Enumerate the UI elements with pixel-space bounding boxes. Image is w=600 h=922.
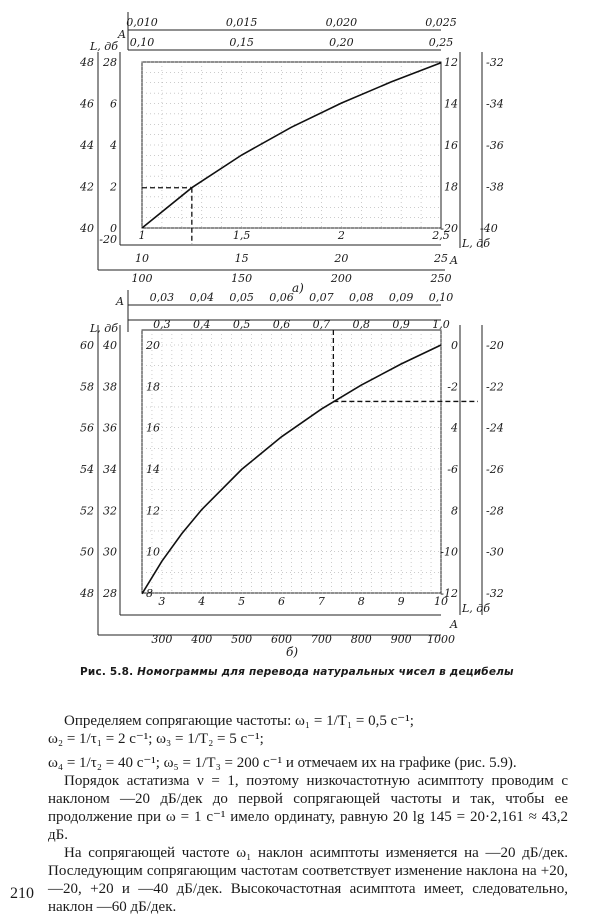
panel-b-inner-left-tick: 18 — [146, 380, 160, 394]
panel-a-label: а) — [292, 281, 304, 295]
panel-a-bottom-axis-2-tick: 150 — [231, 272, 253, 285]
panel-a-left-axis-1-tick: 46 — [80, 97, 94, 111]
panel-a-left-axis-2-bottom: -20 — [99, 233, 117, 246]
panel-b-top-axis-2-tick: 0,7 — [312, 318, 331, 331]
panel-b-right-axis-1-tick: 8 — [451, 504, 458, 518]
panel-a-bottom-axis-1-tick: 20 — [334, 252, 349, 265]
panel-b-left-axis-2-tick: 40 — [103, 339, 117, 352]
panel-a-right-axis-1-bottom: -20 — [440, 222, 458, 235]
panel-b-top-axis-2-tick: 0,4 — [193, 318, 211, 331]
panel-b-bottom-axis-tick: 400 — [191, 633, 213, 646]
panel-a-top-axis-2-tick: 0,15 — [229, 36, 254, 49]
body-text — [48, 712, 568, 916]
panel-a-top-axis-1-tick: 0,020 — [325, 16, 358, 29]
panel-b-right-axis-label: L, дб — [462, 602, 490, 615]
panel-b-right-axis-2-tick: -22 — [486, 380, 504, 394]
panel-b-left-axis-2-tick: 30 — [103, 545, 117, 559]
panel-a-right-axis-2-tick: -38 — [486, 180, 504, 194]
panel-a-top-axis-1-tick: 0,015 — [225, 16, 258, 29]
panel-b-top-axis-2-tick: 0,8 — [352, 318, 371, 331]
panel-a-left-axis-2-tick: 6 — [110, 97, 117, 111]
panel-b-bottom-axis-tick: 500 — [231, 633, 253, 646]
panel-b-top-axis-1-tick: 0,07 — [309, 291, 334, 304]
panel-a-x-tick: 1,5 — [232, 229, 251, 242]
figure-caption — [80, 666, 550, 678]
panel-b-inner-left-tick: 14 — [146, 463, 160, 476]
panel-b-bottom-axis-tick: 800 — [350, 633, 372, 646]
panel-b-inner-left-tick: 10 — [146, 545, 160, 559]
panel-b-top-axis-1-tick: 0,03 — [149, 291, 175, 304]
panel-b-top-axis-2-tick: 0,6 — [272, 318, 291, 331]
panel-b-top-axis-label: A — [116, 295, 124, 308]
panel-b-right-axis-2-tick: -30 — [486, 545, 504, 559]
panel-b-right-axis-2-tick: -32 — [486, 587, 504, 600]
panel-a-left-axis-1-tick: 44 — [80, 139, 94, 152]
panel-a-top-axis-2-tick: 0,20 — [329, 36, 354, 49]
panel-a-bottom-axis-2-tick: 100 — [131, 272, 153, 285]
panel-a-left-axis-2-tick: 0 — [110, 222, 117, 235]
panel-b-x-tick: 5 — [238, 595, 246, 608]
caption-prefix: Рис. 5.8. — [80, 666, 134, 678]
panel-a-top-axis-label: A — [118, 28, 126, 41]
panel-b-bottom-axis-tick: 900 — [390, 633, 412, 646]
panel-a-bottom-axis-1-tick: 25 — [434, 252, 448, 265]
panel-a-right-axis-1-tick: 12 — [444, 56, 458, 69]
panel-b-inner-left-tick: 20 — [146, 339, 160, 352]
panel-b-bottom-axis-tick: 300 — [151, 633, 173, 646]
panel-b-top-axis-1-tick: 0,09 — [388, 291, 414, 304]
panel-b-left-axis-2-tick: 36 — [103, 421, 117, 435]
panel-a-bottom-axis-2-tick: 250 — [430, 272, 452, 285]
panel-a-left-axis-label: L, дб — [90, 40, 118, 53]
panel-a-right-axis-2-tick: -36 — [486, 139, 504, 152]
panel-b-left-axis-1-tick: 58 — [80, 380, 94, 394]
panel-a-bottom-axis-1-tick: 15 — [234, 252, 249, 265]
panel-b-left-axis-1-tick: 54 — [80, 463, 94, 476]
panel-b-plot-frame — [142, 330, 441, 593]
panel-b-x-tick: 10 — [434, 595, 448, 608]
panel-b-x-tick: 4 — [198, 595, 206, 608]
panel-a-dashed-marker — [142, 188, 192, 244]
panel-b-x-tick: 8 — [357, 595, 365, 608]
panel-a-bottom-axis-1-tick: 10 — [135, 252, 149, 265]
panel-a-top-axis-2-tick: 0,10 — [129, 36, 155, 49]
panel-b-right-axis-1-tick: 0 — [451, 339, 458, 352]
panel-b-right-axis-1-tick: -10 — [440, 545, 458, 559]
panel-a-x-tick: 2 — [337, 229, 345, 242]
panel-b-top-axis-2-tick: 0,9 — [392, 318, 410, 331]
panel-a-x-tick: 1 — [138, 229, 146, 242]
panel-b-left-axis-1-tick: 50 — [80, 545, 94, 559]
panel-b-inner-left-tick: 12 — [146, 504, 160, 518]
panel-b-top-axis-1-tick: 0,08 — [349, 291, 374, 304]
panel-b-top-axis-2-tick: 0,5 — [232, 318, 251, 331]
panel-b-bottom-axis-tick: 1000 — [427, 633, 455, 646]
panel-b-x-tick: 7 — [317, 595, 325, 608]
panel-a-right-axis-1-tick: 18 — [444, 180, 458, 194]
panel-b-right-axis-2-tick: -28 — [486, 504, 504, 518]
panel-b-label: б) — [286, 645, 299, 659]
panel-a-top-axis-1-tick: 0,010 — [126, 16, 158, 29]
panel-b-x-tick: 6 — [278, 595, 286, 608]
panel-a-left-axis-2-tick: 28 — [103, 56, 117, 69]
panel-b-right-axis-2-tick: -20 — [486, 339, 504, 352]
panel-b-x-tick: 3 — [158, 595, 166, 608]
text-line-2: ω₂ = 1/τ₁ = 2 с⁻¹; ω₃ = 1/T₂ = 5 с⁻¹; — [48, 731, 264, 747]
panel-a-left-axis-2-tick: 2 — [110, 180, 117, 194]
panel-a-left-axis-2-tick: 4 — [110, 139, 117, 152]
text-paragraph-2: Порядок астатизма ν = 1, поэтому низкочастотную асимптоту проводим с наклоном —20 дБ/дек до первой сопрягающей частоты и так, чтобы ее продолжение при ω = 1 с⁻¹ имело ординату, равную 20 lg 145 = 20·2,161 ≈ 43,2 дБ. — [48, 773, 568, 843]
panel-a-curve — [142, 63, 441, 228]
panel-a-top-axis-1-tick: 0,025 — [425, 16, 457, 29]
panel-b-top-axis-1-tick: 0,10 — [428, 291, 454, 304]
panel-b-right-axis-1-tick: -6 — [447, 463, 458, 476]
panel-b-left-axis-1-tick: 48 — [80, 587, 94, 600]
panel-a-bottom-axis-2-tick: 200 — [330, 272, 352, 285]
panel-a-right-axis-2-tick: -34 — [486, 97, 504, 111]
panel-b-right-axis-2-tick: -24 — [486, 421, 504, 435]
panel-b-inner-left-tick: 16 — [146, 421, 160, 435]
text-paragraph-3: На сопрягающей частоте ω₁ наклон асимптоты изменяется на —20 дБ/дек. Последующим сопрягающим частотам соответствует изменение наклона на +20, —20, +20 и —40 дБ/дек. Высокочастотная асимптота имеет, следовательно, наклон —60 дБ/дек. — [48, 845, 568, 915]
panel-b-left-axis-2-tick: 34 — [103, 463, 117, 476]
panel-b-top-axis-1-tick: 0,05 — [229, 291, 254, 304]
panel-a-right-axis-label: L, дб — [462, 237, 490, 250]
text-line-3: ω₄ = 1/τ₂ = 40 с⁻¹; ω₅ = 1/T₃ = 200 с⁻¹ и отмечаем их на графике (рис. 5.9). — [48, 755, 517, 771]
panel-b-inner-left-tick: 8 — [146, 587, 153, 600]
panel-a-left-axis-1-tick: 42 — [80, 180, 94, 194]
panel-b-top-axis-2-tick: 0,3 — [153, 318, 171, 331]
panel-a-bottom-axis-label: A — [450, 254, 458, 267]
panel-b-top-axis-1-tick: 0,06 — [269, 291, 294, 304]
panel-a-left-axis-1-tick: 48 — [80, 56, 94, 69]
panel-b-bottom-axis-tick: 700 — [310, 633, 332, 646]
panel-b-bottom-axis-label: A — [450, 618, 458, 631]
panel-b-left-axis-1-tick: 56 — [80, 421, 94, 435]
panel-b-x-tick: 9 — [397, 595, 405, 608]
panel-b-top-axis-2-tick: 1,0 — [432, 318, 450, 331]
panel-a-right-axis-1-tick: 14 — [444, 97, 458, 111]
panel-a-x-tick: 2,5 — [432, 229, 450, 242]
panel-a-right-axis-2-bottom: -40 — [480, 222, 498, 235]
panel-a-top-axis-2-tick: 0,25 — [428, 36, 454, 49]
panel-b-bottom-axis-tick: 600 — [271, 633, 293, 646]
panel-b-right-axis-1-tick: -2 — [447, 380, 458, 394]
panel-b-top-axis-1-tick: 0,04 — [189, 291, 215, 304]
panel-b-left-axis-2-tick: 28 — [103, 587, 117, 600]
page-number: 210 — [10, 885, 34, 902]
panel-b-right-axis-1-tick: 4 — [451, 421, 458, 435]
panel-b-left-axis-label: L, дб — [90, 322, 118, 335]
caption-text: Номограммы для перевода натуральных чисел в децибелы — [137, 666, 514, 678]
panel-b-left-axis-2-tick: 38 — [103, 380, 117, 394]
panel-b-left-axis-1-tick: 52 — [80, 504, 94, 518]
panel-a-left-axis-1-tick: 40 — [80, 222, 94, 235]
panel-b-right-axis-2-tick: -26 — [486, 463, 504, 476]
panel-a-right-axis-1-tick: 16 — [444, 139, 458, 152]
panel-b-left-axis-1-tick: 60 — [80, 339, 94, 352]
panel-b-right-axis-1-tick: -12 — [440, 587, 458, 600]
panel-b-left-axis-2-tick: 32 — [103, 504, 117, 518]
text-line-1: Определяем сопрягающие частоты: ω₁ = 1/T₁ = 0,5 с⁻¹; — [64, 713, 414, 729]
panel-a-right-axis-2-tick: -32 — [486, 56, 504, 69]
